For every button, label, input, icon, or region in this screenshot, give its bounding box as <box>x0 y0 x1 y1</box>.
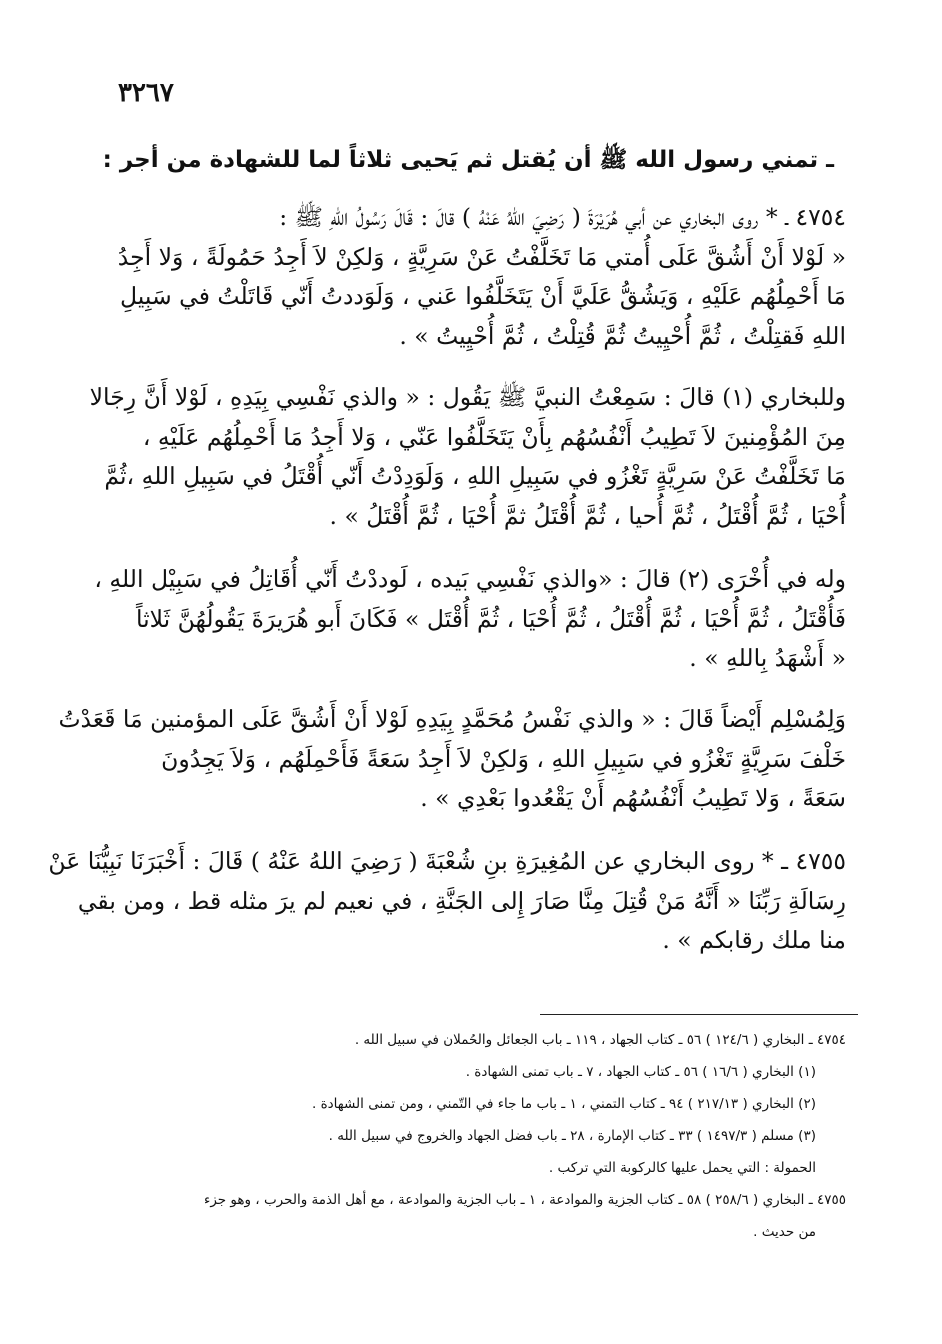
footnote-divider <box>540 1014 858 1015</box>
text-line: « أَشْهَدُ بِاللهِ » . <box>689 644 846 672</box>
hadith-4755-paragraph <box>48 842 846 961</box>
footnote: (٣) مسلم ( ١٤٩٧/٣ ) ٣٣ ـ كتاب الإمارة ، ٢٨ ـ باب فضل الجهاد والخروج في سبيل الله . <box>328 1128 816 1144</box>
footnote: ٤٧٥٤ ـ البخاري ( ١٢٤/٦ ) ٥٦ ـ كتاب الجهاد ، ١١٩ ـ باب الجعائل والحُملان في سبيل الله . <box>354 1032 846 1048</box>
text-line: رِسَالَةِ رَبِّنَا « أَنَّهُ مَنْ قُتِلَ مِنَّا صَارَ إِلى الجَنَّةِ ، في نعيم لم يرَ مثله قط ، ومن بقي <box>77 886 846 915</box>
text-line: خَلْفَ سَرِيَّةٍ تَغْزُو في سَبِيلِ اللهِ ، وَلكِنْ لاَ أَجِدُ سَعَةً فَأَحْمِلَهُم ، وَلاَ يَجِدُونَ <box>161 744 846 773</box>
text-line: مِنَ المُؤْمِنينَ لاَ تَطِيبُ أَنْفُسُهُم بِأَنْ يَتَخَلَّفُوا عَنّي ، وَلا أَجِدُ مَا أَحْمِلُهُم عَلَيْهِ ، <box>142 422 846 451</box>
text-line: مَا أَحْمِلُهُم عَلَيْهِ ، وَيَشُقُّ عَلَيَّ أَنْ يَتَخَلَّفُوا عَني ، وَلَوَددتُ أَنّي قَاتَلْتُ في سَبِيلِ <box>120 282 846 310</box>
text-line: ٤٧٥٤ ـ * روى البخاري عن أبي هُرَيْرَةَ ( رَضِيَ اللهُ عَنْهُ ) قالَ : قَالَ رَسُولُ اللهِ ﷺ : <box>279 203 846 231</box>
text-line: ٤٧٥٥ ـ * روى البخاري عن المُغِيرَةِ بنِ شُعْبَةَ ( رَضِيَ اللهُ عَنْهُ ) قَالَ : أَخْبَرَنَا نَبِيُّنَا عَنْ <box>48 847 846 875</box>
hadith-4754-paragraph <box>117 198 846 356</box>
bukhari-narration-paragraph <box>89 378 846 536</box>
text-line: اللهِ فَقتِلْتُ ، ثُمَّ أُحْيِيتُ ثُمَّ قُتِلْتُ ، ثُمَّ أُحْيِيتُ » . <box>399 321 846 350</box>
footnotes <box>106 1024 846 1248</box>
footnote: الحمولة : التي يحمل عليها كالركوبة التي تركب . <box>548 1160 816 1176</box>
text-line: « لَوْلا أَنْ أَشُقَّ عَلَى أُمتي مَا تَخَلَّفْتُ عَنْ سَرِيَّةٍ ، وَلكِنْ لاَ أَجِدُ حَمُولَةً ، وَلا أَجِدُ <box>117 242 846 271</box>
text-line: مَا تَخَلَّفْتُ عَنْ سَرِيَّةٍ تَغْزُو في سَبِيلِ اللهِ ، وَلَوَدِدْتُ أَنّي أُقْتَلُ في سَبِيلِ اللهِ ،ثُمَّ <box>104 462 846 490</box>
page-number: ٣٢٦٧ <box>118 78 174 108</box>
text-line: منا ملك رقابكم » . <box>662 926 846 954</box>
text-line: وَلِمُسْلِم أَيْضاً قَالَ : « والذي نَفْسُ مُحَمَّدٍ بِيَدِهِ لَوْلا أَنْ أَشُقَّ عَلَى المؤمنين مَا قَعَدْتُ <box>58 705 846 733</box>
text-line: وللبخاري (١) قالَ : سَمِعْتُ النبيَّ ﷺ يَقُول : « والذي نَفْسِي بِيَدِهِ ، لَوْلا أَنَّ رِجَالا <box>89 383 846 411</box>
text-line: أُحْيَا ، ثُمَّ أُقْتَلُ ، ثُمَّ أُحيا ، ثُمَّ أُقْتَلُ ثمَّ أُحْيَا ، ثُمَّ أُقْتَلُ » . <box>329 501 846 530</box>
text-line: فَأُقْتَلُ ، ثُمَّ أُحْيَا ، ثُمَّ أُقْتَلُ ، ثُمَّ أُحْيَا ، ثُمَّ أُقْتَل » فَكَانَ أَبو هُرَيرَةَ يَقُولُهُنَّ ثَلاثاً <box>135 604 846 633</box>
section-heading: ـ تمني رسول الله ﷺ أن يُقتل ثم يَحيى ثلاثاً لما للشهادة من أجر : <box>102 147 834 173</box>
text-line: وله في أُخْرَى (٢) قالَ : «والذي نَفْسِي بَيده ، لَوددْتُ أَنّي أُقَاتِلُ في سَبِيْل اللهِ ، <box>94 565 846 593</box>
other-narration-paragraph <box>94 560 846 679</box>
footnote: ٤٧٥٥ ـ البخاري ( ٢٥٨/٦ ) ٥٨ ـ كتاب الجزية والموادعة ، ١ ـ باب الجزية والموادعة ، مع أهل الذمة والحرب ، وهو جزء <box>203 1192 846 1208</box>
muslim-narration-paragraph <box>58 700 846 819</box>
footnote: (١) البخاري ( ١٦/٦ ) ٥٦ ـ كتاب الجهاد ، ٧ ـ باب تمنى الشهادة . <box>465 1064 816 1080</box>
footnote: من حديث . <box>753 1224 816 1240</box>
footnote: (٢) البخاري ( ٢١٧/١٣ ) ٩٤ ـ كتاب التمني ، ١ ـ باب ما جاء في التّمني ، ومن تمنى الشهادة . <box>312 1096 816 1112</box>
text-line: سَعَةً ، وَلا تَطِيبُ أَنْفُسُهُم أَنْ يَقْعُدوا بَعْدِي » . <box>420 784 846 812</box>
